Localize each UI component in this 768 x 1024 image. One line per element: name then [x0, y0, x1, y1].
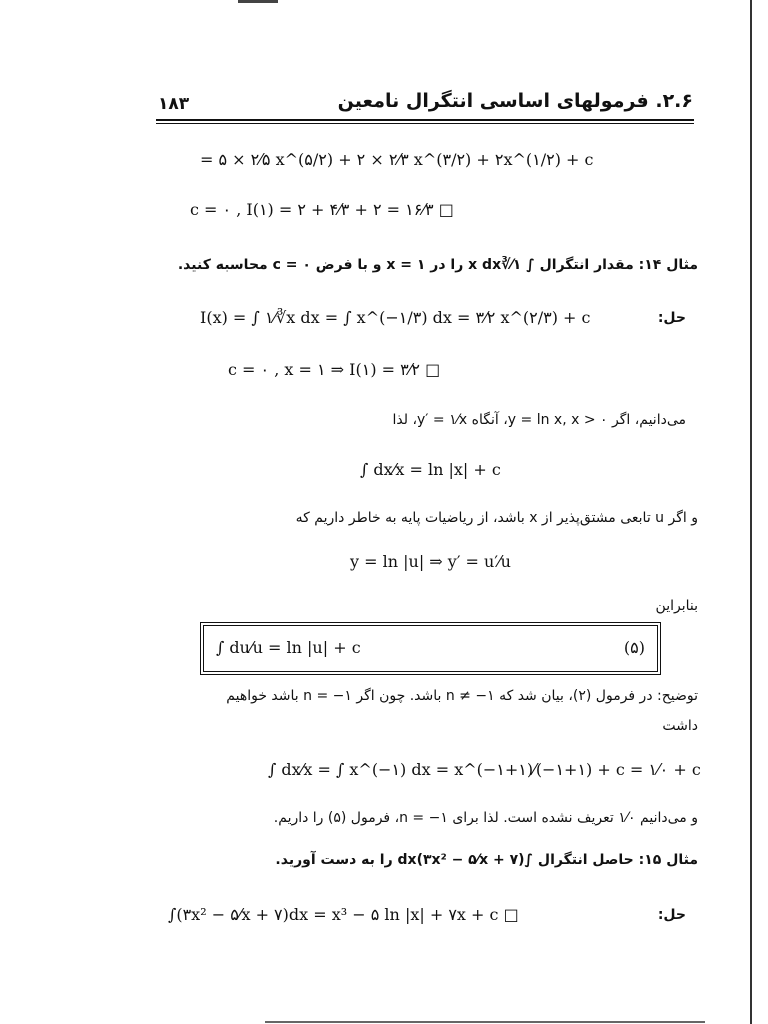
equation-1: = ۵ × ۲⁄۵ x^(۵/۲) + ۲ × ۲⁄۳ x^(۳/۲) + ۲x^(۱/۲) + c — [200, 150, 594, 169]
example-15: مثال ۱۵: حاصل انتگرال ∫(۳x² − ۵⁄x + ۷)dx را به دست آورید. — [275, 852, 698, 868]
page-number: ۱۸۳ — [158, 94, 190, 114]
page-edge-line — [750, 0, 752, 1024]
header-rule — [156, 119, 694, 121]
paragraph-5: داشت — [662, 718, 698, 734]
bottom-scan-line — [265, 1021, 705, 1023]
boxed-formula-frame — [203, 625, 658, 672]
example-14: مثال ۱۴: مقدار انتگرال ∫ ۱⁄∛x dx را در ۱ = x و با فرض ۰ = c محاسبه کنید. — [177, 257, 698, 273]
equation-2: c = ۰ , I(۱) = ۲ + ۴⁄۳ + ۲ = ۱۶⁄۳ □ — [190, 200, 454, 219]
paragraph-6: و می‌دانیم ۱⁄۰ تعریف نشده است. لذا برای ۱− = n، فرمول (۵) را داریم. — [273, 810, 698, 826]
boxed-formula: ∫ du⁄u = ln |u| + c — [216, 638, 361, 657]
section-title: ۲.۶. فرمولهای اساسی انتگرال نامعین — [337, 90, 693, 112]
header-rule-thin — [156, 123, 694, 124]
equation-5: ∫ dx⁄x = ln |x| + c — [360, 460, 501, 479]
top-scan-mark — [238, 0, 278, 3]
paragraph-4: توضیح: در فرمول (۲)، بیان شد که ۱− ≠ n باشد. چون اگر ۱− = n باشد خواهیم — [226, 688, 698, 704]
paragraph-2: و اگر u تابعی مشتق‌پذیر از x باشد، از ریاضیات پایه به خاطر داریم که — [295, 510, 698, 526]
equation-4: c = ۰ , x = ۱ ⇒ I(۱) = ۳⁄۲ □ — [228, 360, 441, 379]
equation-7: ∫ dx⁄x = ∫ x^(−۱) dx = x^(−۱+۱)⁄(−۱+۱) + c = ۱⁄۰ + c — [268, 760, 701, 779]
solution-label-2: حل: — [657, 907, 686, 923]
paragraph-3: بنابراین — [655, 598, 698, 614]
equation-3: I(x) = ∫ ۱⁄∛x dx = ∫ x^(−۱/۳) dx = ۳⁄۲ x^(۲/۳) + c — [200, 308, 591, 327]
solution-label-1: حل: — [657, 310, 686, 326]
formula-number: (۵) — [623, 638, 645, 657]
paragraph-1: می‌دانیم، اگر ۰ < y = ln x, x، آنگاه y′ = ۱⁄x، لذا — [392, 412, 686, 428]
equation-8: ∫(۳x² − ۵⁄x + ۷)dx = x³ − ۵ ln |x| + ۷x + c □ — [168, 905, 519, 924]
equation-6: y = ln |u| ⇒ y′ = u′⁄u — [350, 552, 511, 571]
